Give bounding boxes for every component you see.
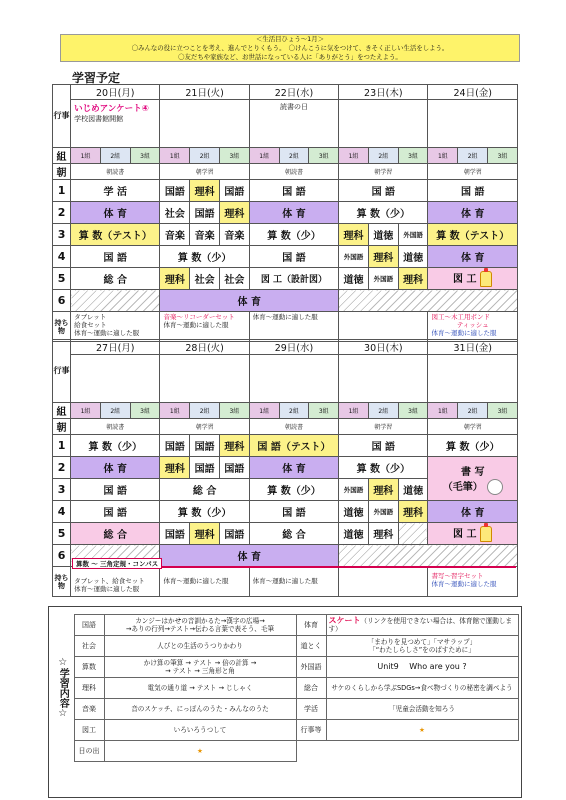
events-label: 行事 <box>53 85 71 148</box>
class-1-header: 1組 <box>160 403 190 419</box>
belongings-cell <box>71 312 160 342</box>
study-content: Unit9 Who are you ? <box>326 657 518 678</box>
class-3-header: 3組 <box>398 403 428 419</box>
period-number: 5 <box>53 268 71 290</box>
lesson-cell: 理科 <box>368 246 398 268</box>
lesson-cell: 外国語 <box>368 501 398 523</box>
banner-line-2: 〇友だちや家族など、お世話になっている人に「ありがとう」をつたえよう。 <box>178 53 402 61</box>
class-2-header: 2組 <box>368 403 398 419</box>
lesson-cell: 音楽 <box>190 224 220 246</box>
class-3-header: 3組 <box>220 403 250 419</box>
subject-label: 算数 <box>74 657 104 678</box>
belonging-item: 図工～木工用ボンド <box>431 313 490 321</box>
lesson-cell: 社会 <box>190 268 220 290</box>
class-2-header: 2組 <box>458 403 488 419</box>
lesson-cell: 理科 <box>160 457 190 479</box>
lesson-cell: 国 語 <box>71 479 160 501</box>
day-header: 22日(水) <box>249 85 338 100</box>
lesson-label-row <box>428 478 517 495</box>
lesson-cell: 社会 <box>160 202 190 224</box>
subject-label: 理科 <box>74 678 104 699</box>
day-header: 29日(水) <box>249 340 338 355</box>
day-header: 27日(月) <box>71 340 160 355</box>
morning-cell: 朝学習 <box>339 419 428 435</box>
study-content: 電気の通り道 → テスト → じしゃく <box>104 678 296 699</box>
lesson-cell: 体 育 <box>428 246 518 268</box>
events-label: 行事 <box>53 340 71 403</box>
morning-cell: 朝学習 <box>428 164 518 180</box>
subject-label: 行事等 <box>296 720 326 741</box>
lesson-cell: 学 活 <box>71 180 160 202</box>
belonging-item: タブレット <box>74 313 107 321</box>
belongings-label: 持ち物 <box>53 567 71 597</box>
subject-label: 道とく <box>296 636 326 657</box>
event-cell <box>160 100 249 148</box>
lesson-cell: 理科 <box>160 268 190 290</box>
class-1-header: 1組 <box>71 148 101 164</box>
period-number: 5 <box>53 523 71 545</box>
day-header: 24日(金) <box>428 85 518 100</box>
lesson-cell: 社会 <box>220 268 250 290</box>
lesson-cell: 外国語 <box>339 246 369 268</box>
lesson-cell: 体 育 <box>428 202 518 224</box>
event-title: いじめアンケート④ <box>74 104 149 114</box>
lesson-cell: 体 育 <box>71 202 160 224</box>
morning-cell: 朝学習 <box>428 419 518 435</box>
day-header: 23日(木) <box>339 85 428 100</box>
period-number: 1 <box>53 435 71 457</box>
period-number: 3 <box>53 224 71 246</box>
lesson-cell: 国語 <box>160 435 190 457</box>
study-content <box>326 636 518 657</box>
event-cell <box>71 100 160 148</box>
lesson-cell: 体 育 <box>249 457 338 479</box>
subject-label: 外国語 <box>296 657 326 678</box>
lesson-cell: 国 語 <box>428 180 518 202</box>
belonging-item: 給食セット <box>74 321 107 329</box>
group-label: 組 <box>53 403 71 419</box>
lesson-cell: 算 数（少） <box>249 224 338 246</box>
period-number: 2 <box>53 202 71 224</box>
lesson-cell: 国語 <box>160 523 190 545</box>
lesson-cell: 国語 <box>160 180 190 202</box>
period-number: 2 <box>53 457 71 479</box>
lesson-cell: 音楽 <box>220 224 250 246</box>
lesson-cell: 理科 <box>190 523 220 545</box>
period-number: 4 <box>53 501 71 523</box>
day-header: 20日(月) <box>71 85 160 100</box>
lesson-cell: 算 数（少） <box>71 435 160 457</box>
class-2-header: 2組 <box>190 148 220 164</box>
class-2-header: 2組 <box>279 403 309 419</box>
day-header: 31日(金) <box>428 340 518 355</box>
event-cell <box>428 100 518 148</box>
belongings-cell <box>160 312 249 342</box>
class-1-header: 1組 <box>339 148 369 164</box>
lesson-cell: 国 語 <box>249 180 338 202</box>
star-icon: ★ <box>104 741 296 762</box>
lesson-cell: 理科 <box>220 202 250 224</box>
lesson-cell: 図 工（設計図） <box>249 268 338 290</box>
class-3-header: 3組 <box>488 148 518 164</box>
period-number: 1 <box>53 180 71 202</box>
lesson-cell: 国 語 <box>71 501 160 523</box>
class-2-header: 2組 <box>190 403 220 419</box>
event-cell <box>160 355 249 403</box>
morning-cell: 朝学習 <box>339 164 428 180</box>
study-content: 「児童会活動を知ろう <box>326 699 518 720</box>
lesson-cell: 外国語 <box>398 224 428 246</box>
arrow-label: 算数 ～ 三角定規・コンパス <box>72 558 162 569</box>
day-header: 30日(木) <box>339 340 428 355</box>
belonging-item: 体育～運動に適した服 <box>431 329 497 337</box>
morning-label: 朝 <box>53 419 71 435</box>
event-cell <box>249 100 338 148</box>
lesson-cell: 国語 <box>220 180 250 202</box>
event-text: 学校図書館開館 <box>74 115 124 123</box>
lesson-cell: 道徳 <box>339 523 369 545</box>
group-label: 組 <box>53 148 71 164</box>
week-1-schedule <box>52 84 518 342</box>
glue-bottle-icon <box>480 526 492 542</box>
lesson-cell: 国語 <box>190 202 220 224</box>
lesson-cell <box>428 523 518 545</box>
empty-cell <box>296 741 518 762</box>
day-header: 28日(火) <box>160 340 249 355</box>
event-text: 読書の日 <box>279 103 308 111</box>
study-content <box>104 615 296 636</box>
event-cell <box>339 100 428 148</box>
lesson-cell: 国 語 <box>249 246 338 268</box>
class-3-header: 3組 <box>220 148 250 164</box>
lesson-cell: 音楽 <box>160 224 190 246</box>
belongings-cell <box>71 567 160 597</box>
period-number: 6 <box>53 290 71 312</box>
lesson-cell: 道徳 <box>398 246 428 268</box>
class-1-header: 1組 <box>71 403 101 419</box>
lesson-cell: 算 数（少） <box>339 202 428 224</box>
empty-period <box>339 290 518 312</box>
morning-cell: 朝読書 <box>71 164 160 180</box>
belonging-item: 体育～運動に適した服 <box>163 321 229 329</box>
event-cell <box>339 355 428 403</box>
lesson-cell: 算 数（少） <box>249 479 338 501</box>
morning-cell: 朝学習 <box>160 164 249 180</box>
belonging-item: 体育～運動に適した服 <box>252 313 318 321</box>
lesson-cell: 体 育 <box>249 202 338 224</box>
lesson-cell: 道徳 <box>339 268 369 290</box>
morning-cell: 朝学習 <box>160 419 249 435</box>
subject-label: 音楽 <box>74 699 104 720</box>
morning-label: 朝 <box>53 164 71 180</box>
class-3-header: 3組 <box>130 403 160 419</box>
belonging-item: 音楽～リコーダーセット <box>163 313 235 321</box>
subject-label: 社会 <box>74 636 104 657</box>
study-highlight: スケート <box>328 616 361 625</box>
class-3-header: 3組 <box>309 148 339 164</box>
monthly-goals-banner <box>60 34 520 62</box>
lesson-cell: 理科 <box>398 268 428 290</box>
class-2-header: 2組 <box>368 148 398 164</box>
class-1-header: 1組 <box>428 403 458 419</box>
subject-label: 学活 <box>296 699 326 720</box>
belongings-cell <box>339 312 428 342</box>
lesson-cell: 総 合 <box>71 523 160 545</box>
class-2-header: 2組 <box>279 148 309 164</box>
class-1-header: 1組 <box>160 148 190 164</box>
belongings-cell <box>428 312 518 342</box>
lesson-cell: 理科 <box>368 479 398 501</box>
period-number: 6 <box>53 545 71 567</box>
empty-period <box>398 523 428 545</box>
lesson-label: 書 写 <box>461 466 485 478</box>
lesson-cell: 理科 <box>368 523 398 545</box>
lesson-cell: 外国語 <box>368 268 398 290</box>
day-header: 21日(火) <box>160 85 249 100</box>
class-3-header: 3組 <box>398 148 428 164</box>
lesson-cell: 国 語 <box>339 180 428 202</box>
class-3-header: 3組 <box>309 403 339 419</box>
belonging-item: 体育～運動に適した服 <box>163 577 229 585</box>
lesson-cell: 国 語 <box>339 435 428 457</box>
banner-title: ＜生活目ひょう～1月＞ <box>256 35 324 43</box>
belonging-item: 体育～運動に適した服 <box>74 329 140 337</box>
lesson-label: 図 工 <box>453 274 477 285</box>
subject-label: 総合 <box>296 678 326 699</box>
lesson-cell: 算 数（少） <box>160 501 249 523</box>
study-content: いろいろうつして <box>104 720 296 741</box>
event-cell <box>249 355 338 403</box>
lesson-cell: 体 育 <box>160 545 339 567</box>
lesson-label: （毛筆） <box>442 481 483 493</box>
lesson-cell: 体 育 <box>160 290 339 312</box>
belongings-cell <box>428 567 518 597</box>
lesson-cell: 理科 <box>220 435 250 457</box>
study-content-table <box>52 614 519 762</box>
study-line: → テスト → 三角形と角 <box>165 667 235 675</box>
study-section-label <box>52 615 74 762</box>
subject-label: 国語 <box>74 615 104 636</box>
belonging-item: 体育～運動に適した服 <box>252 577 318 585</box>
belonging-item: タブレット、給食セット <box>74 577 145 585</box>
study-side-text: ☆学習内容☆ <box>57 657 69 719</box>
lesson-cell: 体 育 <box>71 457 160 479</box>
belongings-cell <box>249 312 338 342</box>
lesson-cell: 総 合 <box>249 523 338 545</box>
belongings-cell <box>339 567 428 597</box>
banner-line-1: 〇みんなの役に立つことを考え、進んでとりくもう。 〇けんこうに気をつけて、きそく正しい生活をしよう。 <box>131 44 449 52</box>
study-content: 音のスケッチ、にっぽんのうた・みんなのうた <box>104 699 296 720</box>
study-content: サケのくらしから学ぶSDGs→食べ物づくりの秘密を調べよう <box>326 678 518 699</box>
lesson-cell: 道徳 <box>368 224 398 246</box>
lesson-cell: 算 数（少） <box>339 457 428 479</box>
belongings-label: 持ち物 <box>53 312 71 342</box>
lesson-label: 図 工 <box>453 529 477 540</box>
belonging-item: 体育～運動に適した服 <box>74 585 140 593</box>
empty-period <box>71 290 160 312</box>
class-1-header: 1組 <box>249 403 279 419</box>
lesson-cell: 総 合 <box>71 268 160 290</box>
lesson-cell: 国 語 <box>249 501 338 523</box>
class-1-header: 1組 <box>339 403 369 419</box>
lesson-cell: 算 数（少） <box>160 246 249 268</box>
lesson-cell: 算 数（テスト） <box>71 224 160 246</box>
belongings-cell <box>249 567 338 597</box>
belonging-item: ティッシュ <box>456 321 489 329</box>
study-content: 人びとの生活のうつりかわり <box>104 636 296 657</box>
lesson-cell: 体 育 <box>428 501 518 523</box>
subject-label: 体育 <box>296 615 326 636</box>
page-title: 学習予定 <box>72 71 121 85</box>
morning-cell: 朝読書 <box>249 419 338 435</box>
morning-cell: 朝読書 <box>249 164 338 180</box>
lesson-cell: 算 数（少） <box>428 435 518 457</box>
lesson-cell: 算 数（テスト） <box>428 224 518 246</box>
study-line: 「まわりを見つめて」「マサラップ」 <box>367 638 477 646</box>
study-content <box>326 615 518 636</box>
lesson-cell: 理科 <box>339 224 369 246</box>
lesson-cell: 理科 <box>190 180 220 202</box>
lesson-cell <box>428 268 518 290</box>
rabbit-icon <box>487 479 503 495</box>
period-number: 4 <box>53 246 71 268</box>
class-1-header: 1組 <box>428 148 458 164</box>
study-content <box>104 657 296 678</box>
study-line: 「“わたしらしさ”をのばすために」 <box>369 646 475 654</box>
lesson-cell: 道徳 <box>398 479 428 501</box>
glue-bottle-icon <box>480 271 492 287</box>
class-3-header: 3組 <box>488 403 518 419</box>
study-line: かけ算の筆算 → テスト → 倍の計算 → <box>143 659 257 667</box>
lesson-cell: 総 合 <box>160 479 249 501</box>
belonging-item: 体育～運動に適した服 <box>431 580 497 588</box>
period-number: 3 <box>53 479 71 501</box>
class-2-header: 2組 <box>100 148 130 164</box>
lesson-cell: 国語 <box>190 435 220 457</box>
subject-label: 日の出 <box>74 741 104 762</box>
subject-label: 図工 <box>74 720 104 741</box>
event-cell <box>428 355 518 403</box>
lesson-cell: 国語 <box>190 457 220 479</box>
class-2-header: 2組 <box>458 148 488 164</box>
belonging-item: 書写～習字セット <box>431 572 484 580</box>
lesson-cell: 国 語 <box>71 246 160 268</box>
star-icon: ★ <box>326 720 518 741</box>
lesson-cell: 国語 <box>220 457 250 479</box>
empty-period <box>339 545 518 567</box>
lesson-cell <box>428 457 518 501</box>
lesson-cell: 道徳 <box>339 501 369 523</box>
study-line: カンジーはかせの音訓かるた→漢字の広場→ <box>135 617 265 625</box>
lesson-cell: 国語 <box>220 523 250 545</box>
study-line: （リンクを使用できない場合は、体育館で運動します） <box>328 617 513 633</box>
event-cell <box>71 355 160 403</box>
study-line: →ありの行列→テスト→伝わる言葉で表そう、毛筆 <box>125 625 275 633</box>
lesson-cell: 理科 <box>398 501 428 523</box>
lesson-cell: 外国語 <box>339 479 369 501</box>
class-1-header: 1組 <box>249 148 279 164</box>
morning-cell: 朝読書 <box>71 419 160 435</box>
class-3-header: 3組 <box>130 148 160 164</box>
belongings-cell <box>160 567 249 597</box>
lesson-cell: 国 語（テスト） <box>249 435 338 457</box>
class-2-header: 2組 <box>100 403 130 419</box>
